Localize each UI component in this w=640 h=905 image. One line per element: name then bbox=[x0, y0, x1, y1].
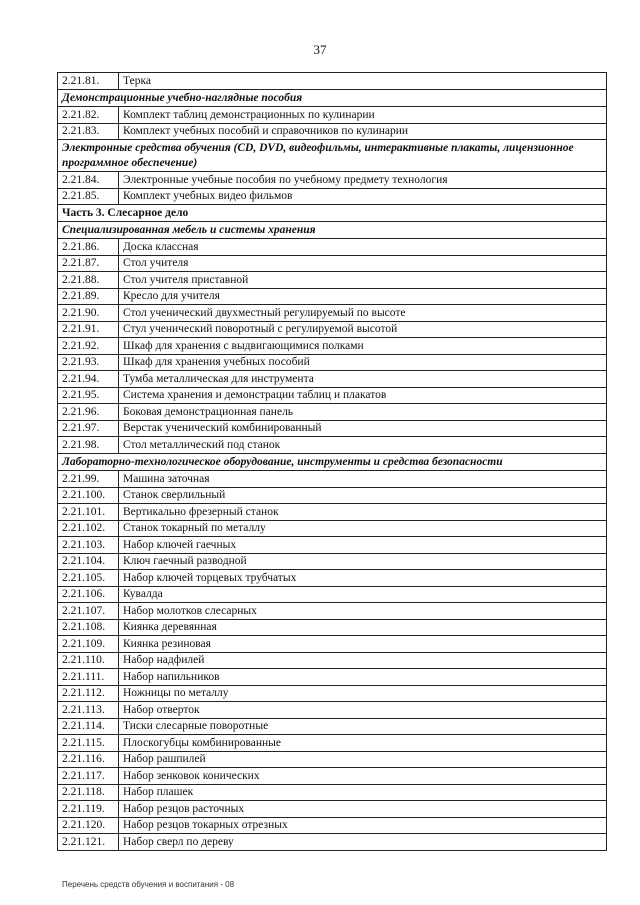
item-number: 2.21.120. bbox=[58, 817, 119, 834]
item-name: Набор ключей торцевых трубчатых bbox=[119, 570, 607, 587]
item-name: Набор зенковок конических bbox=[119, 768, 607, 785]
item-name: Шкаф для хранения учебных пособий bbox=[119, 354, 607, 371]
item-number: 2.21.105. bbox=[58, 570, 119, 587]
item-name: Тиски слесарные поворотные bbox=[119, 718, 607, 735]
table-row bbox=[58, 172, 607, 189]
item-name: Набор ключей гаечных bbox=[119, 537, 607, 554]
item-name: Тумба металлическая для инструмента bbox=[119, 371, 607, 388]
item-name: Набор молотков слесарных bbox=[119, 603, 607, 620]
item-number: 2.21.111. bbox=[58, 669, 119, 686]
table-row bbox=[58, 735, 607, 752]
item-number: 2.21.108. bbox=[58, 619, 119, 636]
table-row bbox=[58, 123, 607, 140]
item-number: 2.21.87. bbox=[58, 255, 119, 272]
item-name: Стол ученический двухместный регулируемый по высоте bbox=[119, 305, 607, 322]
item-number: 2.21.103. bbox=[58, 537, 119, 554]
item-number: 2.21.99. bbox=[58, 471, 119, 488]
table-row bbox=[58, 420, 607, 437]
item-number: 2.21.101. bbox=[58, 504, 119, 521]
table-row bbox=[58, 537, 607, 554]
item-name: Набор сверл по дереву bbox=[119, 834, 607, 851]
item-number: 2.21.98. bbox=[58, 437, 119, 454]
table-row bbox=[58, 354, 607, 371]
item-name: Стул ученический поворотный с регулируемой высотой bbox=[119, 321, 607, 338]
item-number: 2.21.113. bbox=[58, 702, 119, 719]
item-number: 2.21.82. bbox=[58, 107, 119, 124]
table-row bbox=[58, 619, 607, 636]
item-name: Доска классная bbox=[119, 239, 607, 256]
table-row bbox=[58, 603, 607, 620]
item-number: 2.21.114. bbox=[58, 718, 119, 735]
equipment-table-body bbox=[58, 73, 607, 851]
item-name: Станок сверлильный bbox=[119, 487, 607, 504]
item-number: 2.21.84. bbox=[58, 172, 119, 189]
item-name: Кресло для учителя bbox=[119, 288, 607, 305]
section-heading-row bbox=[58, 140, 607, 172]
table-row bbox=[58, 570, 607, 587]
item-number: 2.21.117. bbox=[58, 768, 119, 785]
table-row bbox=[58, 437, 607, 454]
item-number: 2.21.115. bbox=[58, 735, 119, 752]
item-number: 2.21.95. bbox=[58, 387, 119, 404]
table-row bbox=[58, 685, 607, 702]
table-row bbox=[58, 338, 607, 355]
item-name: Стол учителя приставной bbox=[119, 272, 607, 289]
item-name: Шкаф для хранения с выдвигающимися полками bbox=[119, 338, 607, 355]
item-number: 2.21.90. bbox=[58, 305, 119, 322]
item-name: Машина заточная bbox=[119, 471, 607, 488]
item-name: Вертикально фрезерный станок bbox=[119, 504, 607, 521]
item-number: 2.21.91. bbox=[58, 321, 119, 338]
part-heading: Часть 3. Слесарное дело bbox=[58, 205, 607, 222]
item-name: Стол учителя bbox=[119, 255, 607, 272]
table-row bbox=[58, 586, 607, 603]
table-row bbox=[58, 768, 607, 785]
item-number: 2.21.121. bbox=[58, 834, 119, 851]
item-name: Станок токарный по металлу bbox=[119, 520, 607, 537]
item-name: Верстак ученический комбинированный bbox=[119, 420, 607, 437]
table-row bbox=[58, 321, 607, 338]
item-number: 2.21.92. bbox=[58, 338, 119, 355]
item-number: 2.21.119. bbox=[58, 801, 119, 818]
section-heading: Электронные средства обучения (CD, DVD, видеофильмы, интерактивные плакаты, лицензионное программное обеспечение) bbox=[58, 140, 607, 172]
table-row bbox=[58, 73, 607, 90]
item-name: Набор резцов токарных отрезных bbox=[119, 817, 607, 834]
item-name: Стол металлический под станок bbox=[119, 437, 607, 454]
table-row bbox=[58, 636, 607, 653]
item-number: 2.21.112. bbox=[58, 685, 119, 702]
table-row bbox=[58, 553, 607, 570]
item-name: Набор напильников bbox=[119, 669, 607, 686]
table-row bbox=[58, 487, 607, 504]
section-heading: Демонстрационные учебно-наглядные пособия bbox=[58, 89, 607, 107]
item-number: 2.21.100. bbox=[58, 487, 119, 504]
table-row bbox=[58, 751, 607, 768]
item-number: 2.21.118. bbox=[58, 784, 119, 801]
item-name: Набор надфилей bbox=[119, 652, 607, 669]
table-row bbox=[58, 288, 607, 305]
section-heading-row bbox=[58, 89, 607, 107]
section-heading: Специализированная мебель и системы хранения bbox=[58, 221, 607, 239]
item-number: 2.21.89. bbox=[58, 288, 119, 305]
table-row bbox=[58, 188, 607, 205]
table-row bbox=[58, 107, 607, 124]
part-heading-row bbox=[58, 205, 607, 222]
table-row bbox=[58, 520, 607, 537]
item-number: 2.21.86. bbox=[58, 239, 119, 256]
table-row bbox=[58, 669, 607, 686]
item-number: 2.21.81. bbox=[58, 73, 119, 90]
item-number: 2.21.107. bbox=[58, 603, 119, 620]
item-name: Боковая демонстрационная панель bbox=[119, 404, 607, 421]
item-name: Набор плашек bbox=[119, 784, 607, 801]
item-name: Набор резцов расточных bbox=[119, 801, 607, 818]
item-name: Киянка деревянная bbox=[119, 619, 607, 636]
section-heading: Лабораторно-технологическое оборудование, инструменты и средства безопасности bbox=[58, 453, 607, 471]
item-name: Система хранения и демонстрации таблиц и плакатов bbox=[119, 387, 607, 404]
item-name: Набор отверток bbox=[119, 702, 607, 719]
item-number: 2.21.85. bbox=[58, 188, 119, 205]
table-row bbox=[58, 834, 607, 851]
table-row bbox=[58, 272, 607, 289]
item-number: 2.21.96. bbox=[58, 404, 119, 421]
item-name: Плоскогубцы комбинированные bbox=[119, 735, 607, 752]
table-row bbox=[58, 471, 607, 488]
item-name: Комплект таблиц демонстрационных по кулинарии bbox=[119, 107, 607, 124]
table-row bbox=[58, 801, 607, 818]
table-row bbox=[58, 702, 607, 719]
item-name: Комплект учебных видео фильмов bbox=[119, 188, 607, 205]
table-row bbox=[58, 817, 607, 834]
item-number: 2.21.94. bbox=[58, 371, 119, 388]
item-number: 2.21.93. bbox=[58, 354, 119, 371]
item-number: 2.21.102. bbox=[58, 520, 119, 537]
table-row bbox=[58, 404, 607, 421]
item-number: 2.21.104. bbox=[58, 553, 119, 570]
section-heading-row bbox=[58, 453, 607, 471]
table-row bbox=[58, 305, 607, 322]
item-name: Комплект учебных пособий и справочников по кулинарии bbox=[119, 123, 607, 140]
equipment-table bbox=[57, 72, 607, 851]
item-number: 2.21.88. bbox=[58, 272, 119, 289]
item-number: 2.21.116. bbox=[58, 751, 119, 768]
table-row bbox=[58, 239, 607, 256]
item-number: 2.21.97. bbox=[58, 420, 119, 437]
item-name: Набор рашпилей bbox=[119, 751, 607, 768]
section-heading-row bbox=[58, 221, 607, 239]
page-footer: Перечень средств обучения и воспитания - 08 bbox=[62, 880, 235, 889]
table-row bbox=[58, 371, 607, 388]
item-name: Электронные учебные пособия по учебному предмету технология bbox=[119, 172, 607, 189]
item-number: 2.21.106. bbox=[58, 586, 119, 603]
item-name: Ножницы по металлу bbox=[119, 685, 607, 702]
table-row bbox=[58, 255, 607, 272]
table-row bbox=[58, 652, 607, 669]
table-row bbox=[58, 387, 607, 404]
item-name: Ключ гаечный разводной bbox=[119, 553, 607, 570]
item-number: 2.21.110. bbox=[58, 652, 119, 669]
item-name: Терка bbox=[119, 73, 607, 90]
table-row bbox=[58, 718, 607, 735]
page-number: 37 bbox=[313, 42, 327, 57]
table-row bbox=[58, 504, 607, 521]
item-name: Кувалда bbox=[119, 586, 607, 603]
item-number: 2.21.109. bbox=[58, 636, 119, 653]
item-name: Киянка резиновая bbox=[119, 636, 607, 653]
item-number: 2.21.83. bbox=[58, 123, 119, 140]
table-row bbox=[58, 784, 607, 801]
